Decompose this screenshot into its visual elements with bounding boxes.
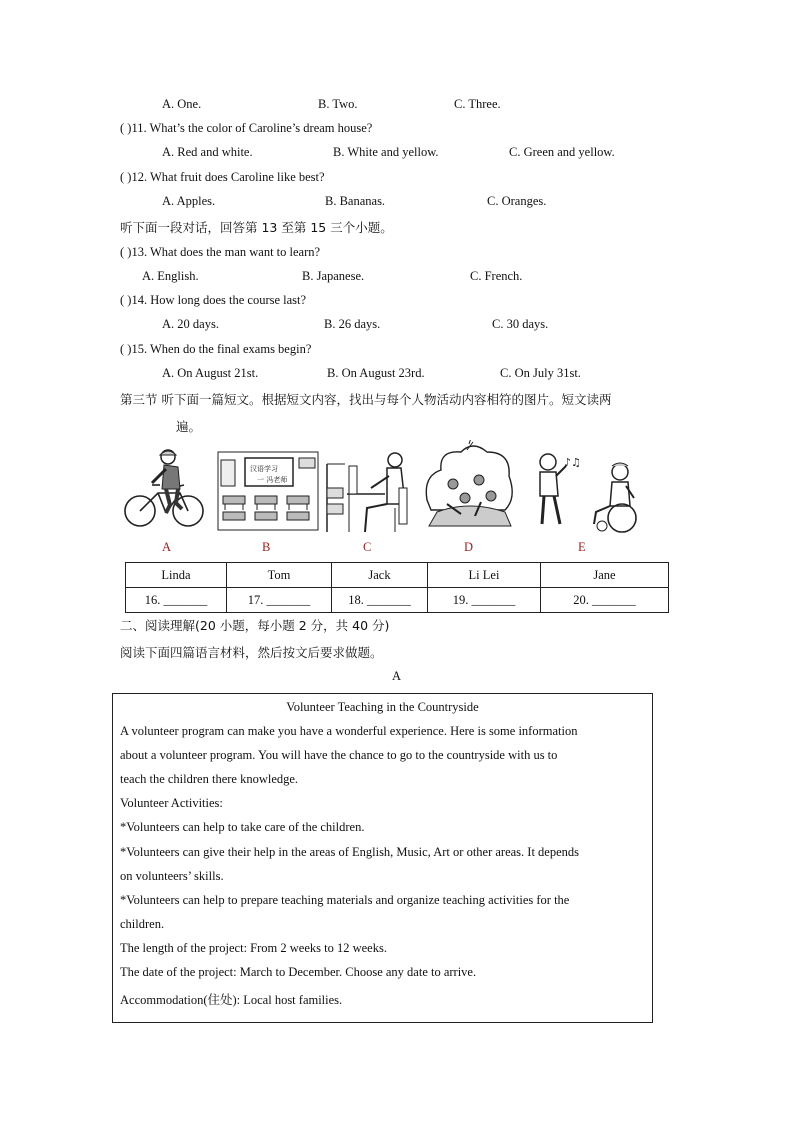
svg-text:♪♫: ♪♫	[564, 456, 581, 469]
table-name-li-lei: Li Lei	[428, 563, 541, 588]
table-name-tom: Tom	[227, 563, 332, 588]
q11-option-c: C. Green and yellow.	[509, 145, 615, 159]
answer-blank-19[interactable]: 19. _______	[428, 588, 541, 613]
question-11: ( )11. What’s the color of Caroline’s dream house?	[120, 121, 373, 135]
q14-option-c: C. 30 days.	[492, 317, 549, 331]
q10-option-b: B. Two.	[318, 97, 358, 111]
table-name-jack: Jack	[332, 563, 428, 588]
passage-line-6: *Volunteers can give their help in the areas of English, Music, Art or other areas. It depends	[120, 845, 580, 859]
q11-option-a: A. Red and white.	[162, 145, 253, 159]
board-text-1: 汉语学习	[250, 465, 278, 473]
passage-letter: A	[392, 669, 402, 683]
table-name-linda: Linda	[126, 563, 227, 588]
reading-heading: 二、阅读理解(20 小题，每小题 2 分，共 40 分)	[120, 618, 390, 633]
cyclist-picture	[122, 445, 206, 533]
picture-label-a: A	[162, 540, 172, 554]
q13-option-a: A. English.	[142, 269, 199, 283]
picture-label-c: C	[363, 540, 372, 554]
answer-blank-18[interactable]: 18. _______	[332, 588, 428, 613]
passage-line-1: A volunteer program can make you have a wonderful experience. Here is some information	[120, 724, 578, 738]
answer-table	[125, 562, 669, 613]
passage-line-8: *Volunteers can help to prepare teaching materials and organize teaching activities for the	[120, 893, 570, 907]
passage-line-9: children.	[120, 917, 165, 931]
q10-option-c: C. Three.	[454, 97, 501, 111]
answer-blank-20[interactable]: 20. _______	[541, 588, 669, 613]
picture-label-b: B	[262, 540, 271, 554]
computer-worker-picture	[325, 448, 411, 534]
reading-instruction: 阅读下面四篇语言材料，然后按文后要求做题。	[120, 645, 383, 660]
q13-option-b: B. Japanese.	[302, 269, 365, 283]
group-study-picture	[421, 440, 517, 534]
passage-line-3: teach the children there knowledge.	[120, 772, 299, 786]
picture-label-e: E	[578, 540, 586, 554]
passage-line-11: The date of the project: March to December. Choose any date to arrive.	[120, 965, 477, 979]
q12-option-c: C. Oranges.	[487, 194, 547, 208]
q15-option-a: A. On August 21st.	[162, 366, 259, 380]
question-12: ( )12. What fruit does Caroline like best?	[120, 170, 325, 184]
dialogue-instruction: 听下面一段对话，回答第 13 至第 15 三个小题。	[120, 220, 393, 235]
passage-line-12: Accommodation(住处): Local host families.	[120, 993, 343, 1007]
answer-blank-17[interactable]: 17. _______	[227, 588, 332, 613]
q13-option-c: C. French.	[470, 269, 523, 283]
q15-option-c: C. On July 31st.	[500, 366, 581, 380]
table-name-jane: Jane	[541, 563, 669, 588]
section3-instruction: 第三节 听下面一篇短文。根据短文内容，找出与每个人物活动内容相符的图片。短文读两	[120, 392, 612, 407]
table-row-names	[126, 563, 669, 588]
passage-line-7: on volunteers’ skills.	[120, 869, 224, 883]
question-13: ( )13. What does the man want to learn?	[120, 245, 321, 259]
q10-option-a: A. One.	[162, 97, 202, 111]
answer-blank-16[interactable]: 16. _______	[126, 588, 227, 613]
question-14: ( )14. How long does the course last?	[120, 293, 307, 307]
q12-option-a: A. Apples.	[162, 194, 216, 208]
question-15: ( )15. When do the final exams begin?	[120, 342, 312, 356]
q14-option-b: B. 26 days.	[324, 317, 381, 331]
passage-title: Volunteer Teaching in the Countryside	[286, 700, 479, 714]
q12-option-b: B. Bananas.	[325, 194, 386, 208]
q14-option-a: A. 20 days.	[162, 317, 219, 331]
q11-option-b: B. White and yellow.	[333, 145, 439, 159]
passage-line-5: *Volunteers can help to take care of the children.	[120, 820, 365, 834]
picture-label-d: D	[464, 540, 474, 554]
table-row-blanks	[126, 588, 669, 613]
passage-line-4: Volunteer Activities:	[120, 796, 223, 810]
board-text-2: 一 冯老师	[257, 476, 288, 484]
q15-option-b: B. On August 23rd.	[327, 366, 425, 380]
section3-instruction-cont: 遍。	[176, 419, 202, 434]
passage-line-2: about a volunteer program. You will have the chance to go to the countryside with us to	[120, 748, 558, 762]
classroom-picture	[217, 450, 319, 532]
passage-line-10: The length of the project: From 2 weeks to 12 weeks.	[120, 941, 387, 955]
singing-wheelchair-picture	[530, 450, 650, 534]
